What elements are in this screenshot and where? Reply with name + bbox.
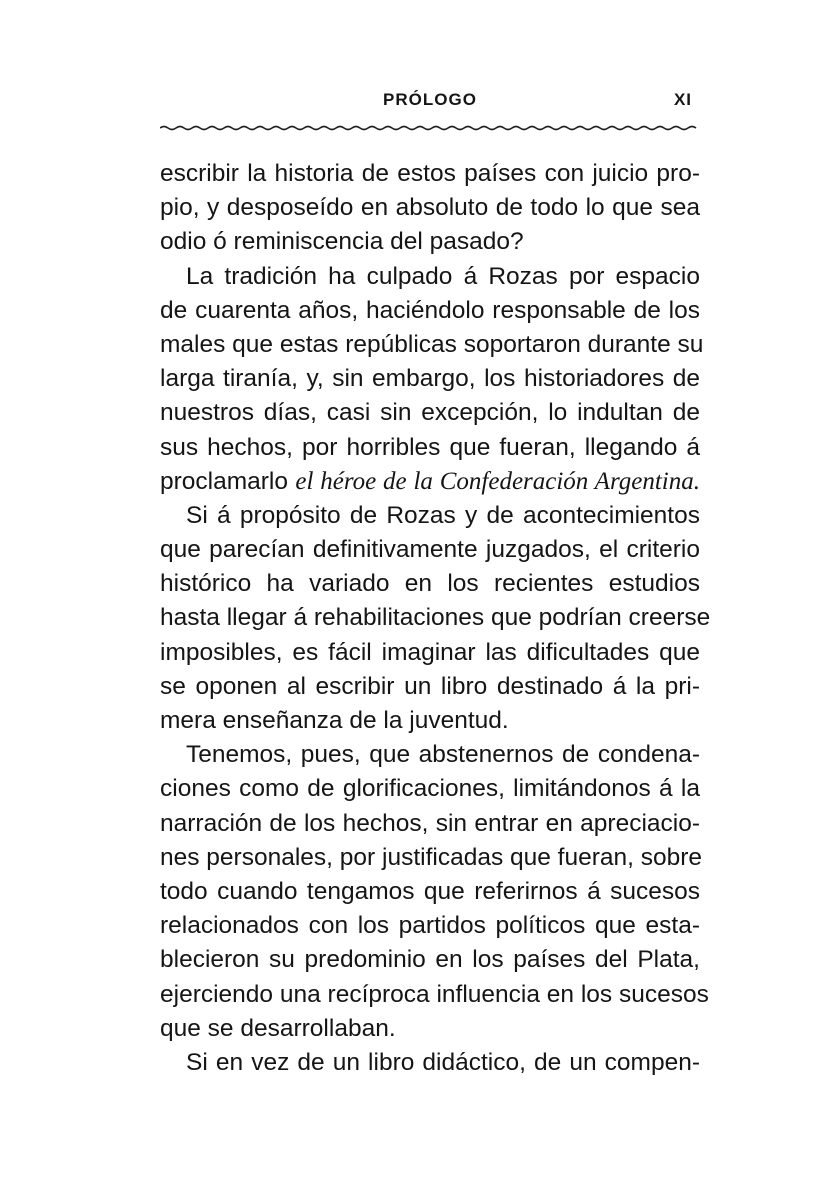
text-line: de cuarenta años, haciéndolo responsable de los [160,296,700,324]
text-line: todo cuando tengamos que referirnos á sucesos [160,877,700,905]
text-line: Si en vez de un libro didáctico, de un compen- [186,1048,700,1076]
text-line: Si á propósito de Rozas y de acontecimientos [186,501,700,529]
italic-book-title: el héroe de la Confederación Argentina. [295,467,700,495]
text-line: odio ó reminiscencia del pasado? [160,228,524,256]
text-line: pio, y desposeído en absoluto de todo lo que sea [160,194,700,222]
running-head [160,90,700,120]
text-line: relacionados con los partidos políticos que esta- [160,912,700,940]
text-line: blecieron su predominio en los países del Plata, [160,946,700,974]
text-line: nuestros días, casi sin excepción, lo indultan de [160,399,700,427]
text-line: histórico ha variado en los recientes estudios [160,570,700,598]
text-line: narración de los hechos, sin entrar en apreciacio- [160,809,700,837]
text-line: que parecían definitivamente juzgados, el criterio [160,536,700,564]
body-text [160,157,711,1080]
text-line: nes personales, por justificadas que fueran, sobre [160,843,703,871]
text-line: ejerciendo una recíproca influencia en los sucesos [160,980,709,1008]
text-line: escribir la historia de estos países con juicio pro- [160,160,700,187]
text-line: ciones como de glorificaciones, limitándonos á la [160,775,700,803]
text-line: imposibles, es fácil imaginar las dificultades que [160,638,700,666]
text-line: sus hechos, por horribles que fueran, llegando á [160,433,700,461]
text-line: hasta llegar á rehabilitaciones que podrían creerse [160,604,711,632]
text-line-italic-title [160,465,700,499]
text-line: La tradición ha culpado á Rozas por espacio [186,262,700,290]
page-number: XI [673,90,692,109]
text-line: que se desarrollaban. [160,1014,396,1042]
text-line: se oponen al escribir un libro destinado á la pri- [160,672,700,700]
text-line: mera enseñanza de la juventud. [160,707,509,734]
text-line: males que estas repúblicas soportaron durante su [160,330,704,358]
text-line: Tenemos, pues, que abstenernos de condena- [186,741,700,769]
running-title: PRÓLOGO [383,90,477,109]
text-line: larga tiranía, y, sin embargo, los historiadores de [160,365,700,393]
header-wavy-rule [160,124,700,132]
text-line-start: proclamarlo [160,467,296,495]
